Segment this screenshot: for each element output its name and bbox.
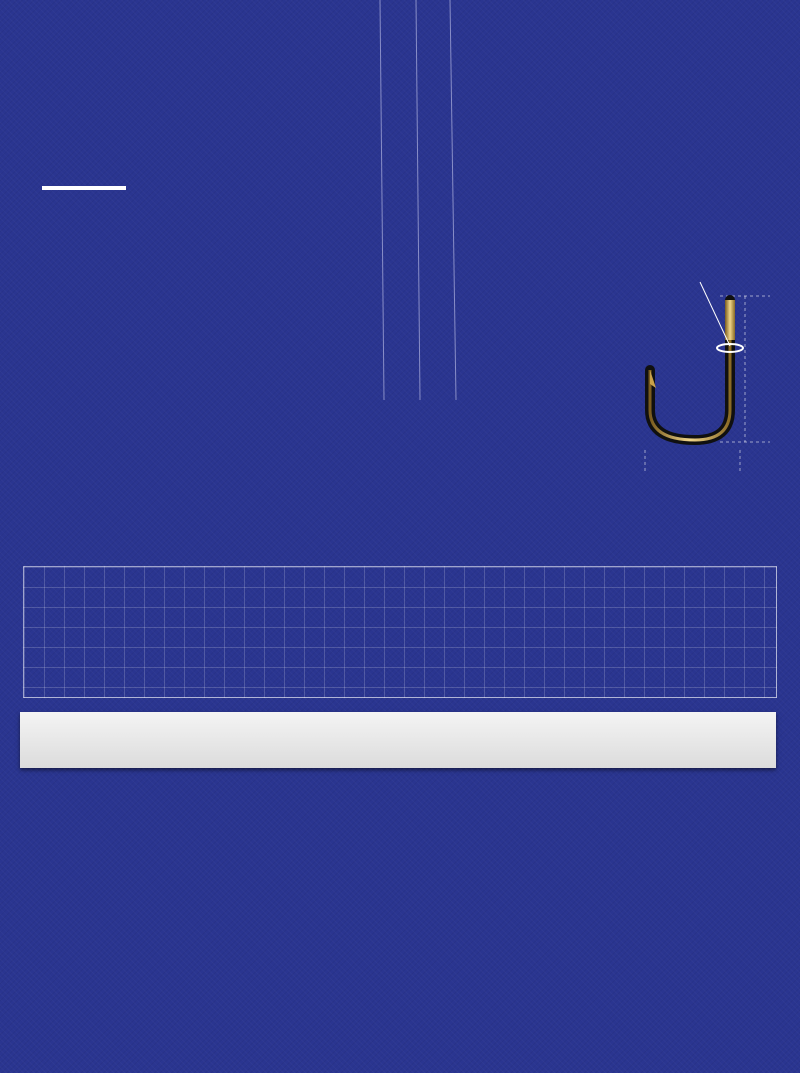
- hero-hooks-image: [300, 0, 500, 520]
- ruler-scale: [20, 712, 776, 768]
- ruler: [20, 712, 776, 768]
- fishing-lines: [380, 0, 456, 400]
- size-chart-hooks: [24, 567, 776, 697]
- dimension-diagram: [600, 260, 800, 480]
- hook-size-chart: [23, 566, 777, 698]
- title-divider: [42, 186, 126, 190]
